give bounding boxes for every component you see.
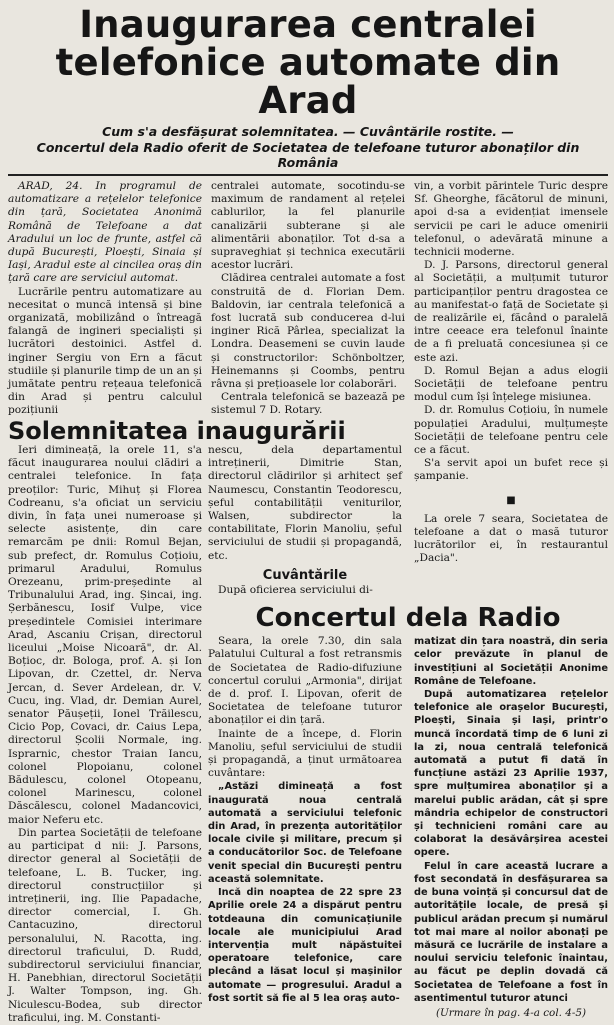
paragraph: S'a servit apoi un bufet rece și șampanie.	[414, 457, 608, 483]
radio-title: Concertul dela Radio	[255, 603, 561, 634]
paragraph: Ieri dimineață, la orele 11, s'a făcut inaugurarea noului clădiri a centralei telefonice. In fața preoților: Turic, Mihuț și Florea Codreanu, s'a oficiat un serviciu divin, în fața unei numeroase și selecte asistențe, din care remarcăm pe dnii: Romul Bejan, sub prefect, dr. Romulus Coțioiu, primarul Aradului, Romulus Orezeanu, prim-președinte al Tribunalului Arad, ing. Șincai, ing. Șerbănescu, Iosif Vulpe, vice președintele Comisiei interimare Arad, Ascaniu Crișan, directorul liceului „Moise Nicoară", dr. Al. Boțioc, dr. Bologa, prof. A. și Ion Lipovan, dr. Czettel, dr. Nerva Jercan, d. Sever Ardelean, dr. V. Cucu, ing. Vlad, dr. Demian Aurel, senator Păușeții, Ionel Trăilescu, Cicio Pop, Covaci, dr. Caius Lepa, directorul Școlii Normale, ing. Isprarnic, chestor Traian Iancu, colonel Plopoianu, colonel Bădulescu, colonel Otopeanu, colonel Marinescu, colonel Dăscălescu, colonel Madancovici, maior Neferu etc.	[8, 444, 202, 826]
paragraph: La orele 7 seara, Societatea de telefoane a dat o masă tuturor lucrătorilor ei, în restaurantul „Dacia".	[414, 512, 608, 565]
lower-area	[8, 444, 608, 1025]
paragraph: matizat din țara noastră, din seria celor prevăzute în planul de investițiuni al Societății Anonime Române de Telefoane.	[414, 636, 608, 687]
paragraph: Centrala telefonică se bazează pe sistemul 7 D. Rotary.	[211, 391, 405, 417]
paragraph: Incă din noaptea de 22 spre 23 Aprilie orele 24 a dispărut pentru totdeauna din comunicațiunile locale ale municipiului Arad intervenția mult năpăstuitei operatoare telefonice, care plecând a lăsat locul și mașinilor automate — progresului. Aradul a fost sortit să fie al 5 lea oraș auto-	[208, 887, 402, 1004]
paragraph: Felul în care această lucrare a fost secondată în desfășurarea sa de buna voință și concursul dat de autoritățile locale, de presă și publicul arădan precum și numărul tot mai mare al noilor abonați pe măsură ce lucrările de instalare a noului serviciu telefonic înaintau, au făcut pe deplin dovadă că Societatea de Telefoane a fost în asentimentul tuturor atunci	[414, 860, 608, 1004]
paragraph: centralei automate, socotindu-se maximum de randament al rețelei cablurilor, la fel planurile canalizării subterane și ale alimentării abonaților. Tot d-sa a supraveghiat și technica executării acestor lucrări.	[211, 180, 405, 272]
paragraph: „Astăzi dimineață a fost inaugurată noua centrală automată a serviciului telefonic din Arad, în prezența autorităților locale civile și militare, precum și a conducătorilor Soc. de Telefoane venit special din București pentru această solemnitate.	[208, 781, 402, 885]
paragraph: Din partea Societății de telefoane au participat d nii: J. Parsons, director general al Societății de telefoane, L. B. Tucker, ing. directorul construcțiilor și intreținerii, ing. Ilie Papadache, director comercial, I. Gh. Cantacuzino, directorul personalului, N. Racotta, ing. directorul traficului, D. Rudd, subdirectorul serviciului financiar, H. Panebhian, directorul Societății J. Walter Tompson, ing. Gh. Niculescu-Bodea, sub director traficului, ing. M. Constanti-	[8, 826, 202, 1024]
paragraph: ARAD, 24. In programul de automatizare a rețelelor telefonice din țară, Societatea Anonimă Română de Telefoane a dat Aradului un loc de frunte, astfel că după București, Ploești, Sinaia și Iași, Aradul este al cincilea oraș din țară care are serviciul automat.	[8, 180, 202, 285]
right-lower	[208, 444, 608, 1025]
radio-column-1	[208, 635, 402, 1020]
paragraph: D. Romul Bejan a adus elogii Societății de telefoane pentru modul cum își înțelege misiunea.	[414, 364, 608, 404]
paragraph: Lucrările pentru automatizare au necesitat o muncă intensă și bine organizată, mobilizând o întreagă falangă de ingineri specialiști și lucrători destoinici. Astfel d. inginer Sergiu von Ern a făcut studiile și planurile timp de un an și jumătate pentru rețeaua telefonică din Arad și pentru calculul pozițiunii	[8, 285, 202, 417]
cuvantarile-title: Cuvântările	[262, 567, 348, 583]
paragraph: După automatizarea rețelelor telefonice ale orașelor București, Ploești, Sinaia și Iași, printr'o muncă încordată timp de 6 luni zi la zi, noua centrală telefonică automată a putut fi dată în funcțiune astăzi 23 Aprilie 1937, spre mulțumirea abonaților și a marelui public arădan, cât și spre mândria echipelor de constructori și technicieni români care au colaborat la desăvârșirea acestei opere.	[414, 689, 608, 859]
paragraph: nescu, dela departamentul intreținerii, Dimitrie Stan, directorul clădirilor și arhitect șef Naumescu, Constantin Teodorescu, șeful contabilității veniturilor, Walsen, subdirector la contabilitate, Florin Manoliu, șeful serviciului de studii și propagandă, etc.	[208, 444, 402, 562]
paragraph: După oficierea serviciului di-	[218, 584, 373, 597]
section-title: Solemnitatea inaugurării	[8, 417, 346, 445]
paragraph: Clădirea centralei automate a fost construită de d. Florian Dem. Baldovin, iar centrala telefonică a fost lucrată sub conducerea d-lui inginer Rică Pârlea, specializat la Londra. Deasemeni se cuvin laude și constructorilor: Schönboltzer, Heinemanns și Coombs, pentru râvna și prețioasele lor colaborări.	[211, 272, 405, 391]
subhead-2: Concertul dela Radio oferit de Societatea de telefoane tuturor abonaților din România	[36, 140, 580, 170]
s1-column-2	[208, 444, 402, 597]
s1-column-1	[8, 444, 202, 1025]
paragraph: D. dr. Romulus Coțioiu, în numele populației Aradului, mulțumește Societății de telefoane pentru cele ce a făcut.	[414, 404, 608, 457]
divider	[8, 174, 608, 176]
paragraph: D. J. Parsons, directorul general al Societății, a mulțumit tuturor participanților pentru dragostea ce au manifestat-o față de Societate și de realizările ei, făcând o paralelă intre ceeace era telefonul înainte de a fi preluată concesiunea și ce este azi.	[414, 259, 608, 364]
paragraph: Inainte de a începe, d. Florin Manoliu, șeful serviciului de studii și propagandă, a ținut următoarea cuvântare:	[208, 727, 402, 780]
continued-note: (Urmare în pag. 4-a col. 4-5)	[435, 1006, 587, 1019]
separator-square: ■	[506, 494, 516, 506]
radio-column-2	[414, 635, 608, 1020]
subhead-1: Cum s'a desfășurat solemnitatea. — Cuvântările rostite. —	[102, 124, 514, 139]
section-solemnitatea	[8, 412, 412, 448]
paragraph: Seara, la orele 7.30, din sala Palatului Cultural a fost retransmis de Societatea de Radio-difuziune concertul corului „Armonia", dirijat de d. prof. I. Lipovan, oferit de Societatea de telefoane tuturor abonaților ei din țară.	[208, 635, 402, 727]
paragraph: vin, a vorbit părintele Turic despre Sf. Gheorghe, făcătorul de minuni, apoi d-sa a evidențiat imensele servicii pe cari le aduce omenirii telefonul, o adevărată minune a technicii moderne.	[414, 180, 608, 259]
headline: Inaugurarea centralei telefonice automate din Arad	[55, 3, 561, 122]
